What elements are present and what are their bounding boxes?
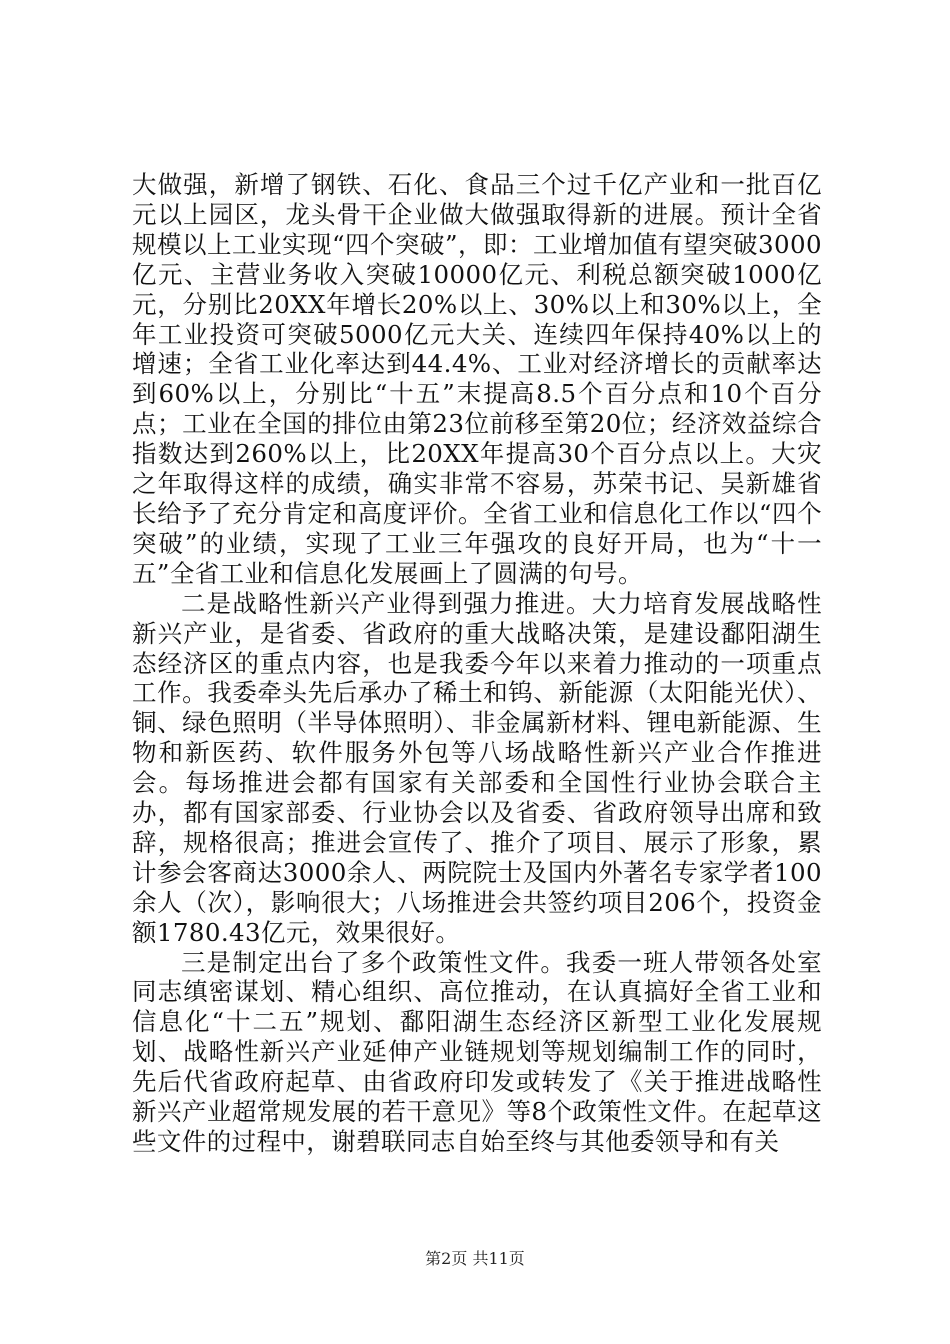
page-footer: 第2页 共11页: [425, 1249, 525, 1268]
paragraph-1: 大做强，新增了钢铁、石化、食品三个过千亿产业和一批百亿元以上园区，龙头骨干企业做大做强取得新的进展。预计全省规模以上工业实现“四个突破”，即：工业增加值有望突破3000亿元、主营业务收入突破10000亿元、利税总额突破1000亿元，分别比20XX年增长20%以上、30%以上和30%以上，全年工业投资可突破5000亿元大关、连续四年保持40%以上的增速；全省工业化率达到44.4%、工业对经济增长的贡献率达到60%以上，分别比“十五”末提高8.5个百分点和10个百分点；工业在全国的排位由第23位前移至第20位；经济效益综合指数达到260%以上，比20XX年提高30个百分点以上。大灾之年取得这样的成绩，确实非常不容易，苏荣书记、吴新雄省长给予了充分肯定和高度评价。全省工业和信息化工作以“四个突破”的业绩，实现了工业三年强攻的良好开局，也为“十一五”全省工业和信息化发展画上了圆满的句号。: [132, 170, 822, 588]
document-body: [132, 170, 822, 1157]
paragraph-2: 二是战略性新兴产业得到强力推进。大力培育发展战略性新兴产业，是省委、省政府的重大战略决策，是建设鄱阳湖生态经济区的重点内容，也是我委今年以来着力推动的一项重点工作。我委牵头先后承办了稀土和钨、新能源（太阳能光伏）、铜、绿色照明（半导体照明）、非金属新材料、锂电新能源、生物和新医药、软件服务外包等八场战略性新兴产业合作推进会。每场推进会都有国家有关部委和全国性行业协会联合主办，都有国家部委、行业协会以及省委、省政府领导出席和致辞，规格很高；推进会宣传了、推介了项目、展示了形象，累计参会客商达3000余人、两院院士及国内外著名专家学者100余人（次），影响很大；八场推进会共签约项目206个，投资金额1780.43亿元，效果很好。: [132, 588, 822, 947]
paragraph-3: 三是制定出台了多个政策性文件。我委一班人带领各处室同志缜密谋划、精心组织、高位推动，在认真搞好全省工业和信息化“十二五”规划、鄱阳湖生态经济区新型工业化发展规划、战略性新兴产业延伸产业链规划等规划编制工作的同时，先后代省政府起草、由省政府印发或转发了《关于推进战略性新兴产业超常规发展的若干意见》等8个政策性文件。在起草这些文件的过程中，谢碧联同志自始至终与其他委领导和有关: [132, 947, 822, 1156]
